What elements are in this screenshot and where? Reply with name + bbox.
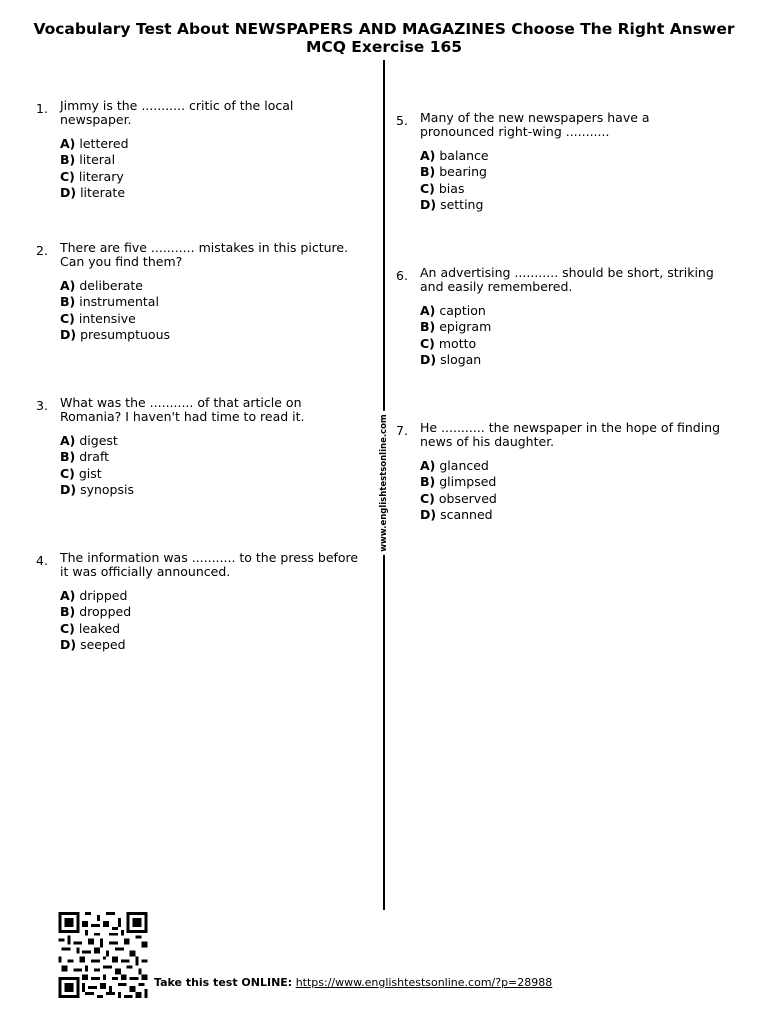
question-4 xyxy=(36,550,360,654)
answer-option[interactable] xyxy=(60,294,360,310)
option-letter: D) xyxy=(420,507,437,523)
option-letter: C) xyxy=(60,310,75,326)
option-letter: B) xyxy=(60,449,76,465)
option-letter: B) xyxy=(420,164,436,180)
option-letter: C) xyxy=(420,180,435,196)
option-letter: A) xyxy=(420,303,436,318)
question-text: What was the ........... of that article on Romania? I haven't had time to read it. xyxy=(60,395,305,424)
question-number: 7. xyxy=(396,423,408,438)
question-number: 5. xyxy=(396,113,408,128)
answer-option[interactable] xyxy=(60,185,360,201)
option-letter: A) xyxy=(60,588,76,603)
question-number: 2. xyxy=(36,243,48,258)
option-text: observed xyxy=(438,490,497,506)
option-letter: D) xyxy=(420,197,437,213)
answer-option[interactable] xyxy=(60,621,360,637)
option-letter: B) xyxy=(60,604,76,620)
question-5 xyxy=(396,110,720,214)
answer-option[interactable] xyxy=(420,181,720,197)
answer-option[interactable] xyxy=(420,303,720,319)
option-text: caption xyxy=(439,303,486,318)
question-number: 3. xyxy=(36,398,48,413)
option-list xyxy=(60,278,360,344)
option-list xyxy=(420,303,720,369)
option-letter: B) xyxy=(60,294,76,310)
question-number: 4. xyxy=(36,553,48,568)
option-text: literate xyxy=(80,185,126,201)
option-letter: D) xyxy=(420,352,437,368)
answer-option[interactable] xyxy=(60,449,360,465)
option-letter: C) xyxy=(420,335,435,351)
question-2 xyxy=(36,240,360,344)
question-text: The information was ........... to the press before it was officially announced. xyxy=(60,550,359,579)
question-text: He ........... the newspaper in the hope of finding news of his daughter. xyxy=(420,420,721,449)
option-text: bearing xyxy=(439,164,487,180)
answer-option[interactable] xyxy=(420,197,720,213)
answer-option[interactable] xyxy=(420,336,720,352)
answer-option[interactable] xyxy=(60,466,360,482)
option-text: setting xyxy=(440,197,484,213)
answer-option[interactable] xyxy=(60,588,360,604)
footer-url-link[interactable]: https://www.englishtestsonline.com/?p=28988 xyxy=(295,976,553,989)
question-number: 1. xyxy=(36,101,48,116)
option-text: motto xyxy=(438,335,477,351)
option-list xyxy=(60,136,360,202)
option-letter: D) xyxy=(60,185,77,201)
option-letter: A) xyxy=(420,148,436,163)
option-text: gist xyxy=(78,465,102,481)
footer-online-link xyxy=(154,976,552,989)
answer-option[interactable] xyxy=(60,637,360,653)
option-text: presumptuous xyxy=(80,327,171,343)
title-line-1: Vocabulary Test About NEWSPAPERS AND MAGAZINES Choose The Right Answer xyxy=(33,20,735,38)
answer-option[interactable] xyxy=(60,433,360,449)
option-text: balance xyxy=(439,148,489,163)
question-3 xyxy=(36,395,360,499)
option-letter: B) xyxy=(420,474,436,490)
answer-option[interactable] xyxy=(420,491,738,507)
answer-option[interactable] xyxy=(60,136,360,152)
option-text: scanned xyxy=(440,507,493,523)
answer-option[interactable] xyxy=(420,319,720,335)
option-text: literary xyxy=(78,168,124,184)
question-7 xyxy=(396,420,738,524)
option-list xyxy=(420,458,738,524)
option-letter: D) xyxy=(60,637,77,653)
answer-option[interactable] xyxy=(420,164,720,180)
answer-option[interactable] xyxy=(420,507,738,523)
answer-option[interactable] xyxy=(60,169,360,185)
option-text: dripped xyxy=(79,588,128,603)
option-text: deliberate xyxy=(79,278,143,293)
option-letter: D) xyxy=(60,482,77,498)
option-text: literal xyxy=(79,152,116,168)
option-letter: D) xyxy=(60,327,77,343)
title-line-2: MCQ Exercise 165 xyxy=(305,38,463,56)
question-1 xyxy=(36,98,360,202)
option-letter: A) xyxy=(60,136,76,151)
side-watermark-url: www.englishtestsonline.com xyxy=(379,411,389,555)
option-letter: C) xyxy=(60,620,75,636)
option-letter: A) xyxy=(60,278,76,293)
answer-option[interactable] xyxy=(60,152,360,168)
answer-option[interactable] xyxy=(420,458,738,474)
question-6 xyxy=(396,265,720,369)
question-text: Jimmy is the ........... critic of the local newspaper. xyxy=(60,98,294,127)
option-letter: B) xyxy=(60,152,76,168)
option-text: digest xyxy=(79,433,118,448)
option-text: glimpsed xyxy=(439,474,497,490)
answer-option[interactable] xyxy=(60,278,360,294)
option-letter: A) xyxy=(420,458,436,473)
answer-option[interactable] xyxy=(60,604,360,620)
answer-option[interactable] xyxy=(420,148,720,164)
option-text: leaked xyxy=(78,620,121,636)
option-text: lettered xyxy=(79,136,129,151)
answer-option[interactable] xyxy=(60,327,360,343)
option-text: synopsis xyxy=(80,482,134,498)
footer-label: Take this test ONLINE: xyxy=(154,976,293,989)
qr-code[interactable] xyxy=(58,912,148,998)
option-text: glanced xyxy=(439,458,489,473)
answer-option[interactable] xyxy=(420,474,738,490)
option-list xyxy=(420,148,720,214)
option-list xyxy=(60,588,360,654)
option-text: epigram xyxy=(439,319,492,335)
option-text: intensive xyxy=(78,310,136,326)
option-text: instrumental xyxy=(79,294,159,310)
option-letter: A) xyxy=(60,433,76,448)
option-text: slogan xyxy=(440,352,482,368)
option-text: draft xyxy=(79,449,110,465)
question-number: 6. xyxy=(396,268,408,283)
option-list xyxy=(60,433,360,499)
question-text: There are five ........... mistakes in this picture. Can you find them? xyxy=(60,240,349,269)
page-title xyxy=(0,20,768,56)
option-text: bias xyxy=(438,180,465,196)
option-letter: B) xyxy=(420,319,436,335)
option-letter: C) xyxy=(60,465,75,481)
option-letter: C) xyxy=(60,168,75,184)
answer-option[interactable] xyxy=(60,482,360,498)
option-text: seeped xyxy=(80,637,126,653)
question-text: An advertising ........... should be short, striking and easily remembered. xyxy=(420,265,714,294)
answer-option[interactable] xyxy=(420,352,720,368)
answer-option[interactable] xyxy=(60,311,360,327)
question-text: Many of the new newspapers have a pronounced right-wing ........... xyxy=(420,110,650,139)
option-text: dropped xyxy=(79,604,132,620)
option-letter: C) xyxy=(420,490,435,506)
